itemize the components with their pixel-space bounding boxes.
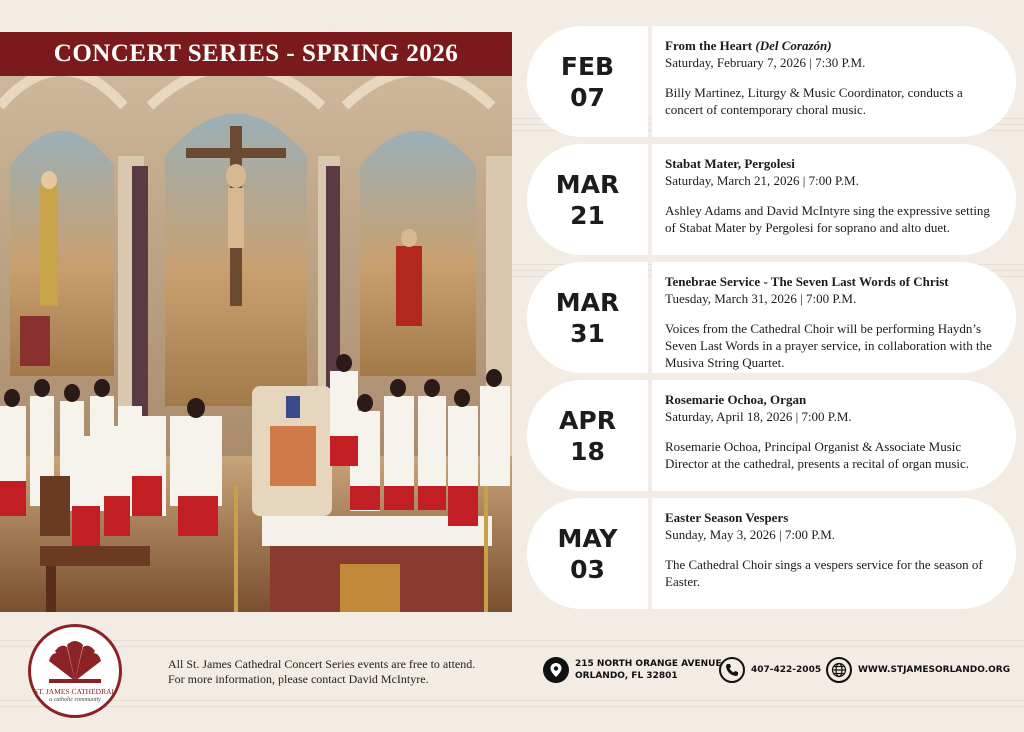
logo-tagline: a catholic community xyxy=(49,697,101,703)
event-description: Rosemarie Ochoa, Principal Organist & Associate Music Director at the cathedral, presents a recital of organ music. xyxy=(665,439,970,471)
globe-icon xyxy=(826,657,852,683)
event-month: MAR xyxy=(555,169,620,199)
cathedral-choir-photo xyxy=(0,76,512,612)
footer-note xyxy=(168,657,528,687)
address-line-2: ORLANDO, FL 32801 xyxy=(575,671,678,681)
event-day: 31 xyxy=(570,318,605,348)
event-card xyxy=(527,498,1016,609)
event-title: Rosemarie Ochoa, Organ xyxy=(665,392,807,407)
phone-number: 407-422-2005 xyxy=(751,665,822,675)
event-month: MAY xyxy=(557,523,618,553)
phone-block[interactable] xyxy=(719,656,821,684)
event-description: Voices from the Cathedral Choir will be performing Haydn’s Seven Last Words in a prayer service, in collaboration with the Musiva String Quartet. xyxy=(665,321,992,370)
event-month: APR xyxy=(559,405,616,435)
event-card xyxy=(527,380,1016,491)
address-line-1: 215 NORTH ORANGE AVENUE xyxy=(575,659,722,669)
event-title: Easter Season Vespers xyxy=(665,510,789,525)
event-info xyxy=(652,144,1016,255)
event-date xyxy=(527,26,648,137)
event-date xyxy=(527,498,648,609)
event-month: MAR xyxy=(555,287,620,317)
event-card xyxy=(527,144,1016,255)
event-card xyxy=(527,26,1016,137)
footer-line-2: For more information, please contact David McIntyre. xyxy=(168,672,429,686)
page-title: CONCERT SERIES - SPRING 2026 xyxy=(0,32,512,76)
event-datetime: Saturday, March 21, 2026 | 7:00 P.M. xyxy=(665,173,859,188)
event-title-italic: (Del Corazón) xyxy=(755,38,832,53)
location-pin-icon xyxy=(543,657,569,683)
website-url: WWW.STJAMESORLANDO.ORG xyxy=(858,665,1011,675)
event-datetime: Saturday, April 18, 2026 | 7:00 P.M. xyxy=(665,409,852,424)
event-datetime: Saturday, February 7, 2026 | 7:30 P.M. xyxy=(665,55,866,70)
event-title-text: From the Heart xyxy=(665,38,756,53)
event-title: Stabat Mater, Pergolesi xyxy=(665,156,795,171)
event-day: 18 xyxy=(570,436,605,466)
event-month: FEB xyxy=(560,51,615,81)
event-datetime: Tuesday, March 31, 2026 | 7:00 P.M. xyxy=(665,291,857,306)
event-datetime: Sunday, May 3, 2026 | 7:00 P.M. xyxy=(665,527,836,542)
event-title xyxy=(665,37,996,54)
event-info xyxy=(652,26,1016,137)
event-title: Tenebrae Service - The Seven Last Words of Christ xyxy=(665,274,949,289)
event-description: The Cathedral Choir sings a vespers service for the season of Easter. xyxy=(665,557,983,589)
event-info xyxy=(652,498,1016,609)
event-description: Billy Martinez, Liturgy & Music Coordinator, conducts a concert of contemporary choral music. xyxy=(665,85,963,117)
cathedral-logo xyxy=(28,624,122,718)
shell-icon xyxy=(31,629,119,689)
event-date xyxy=(527,380,648,491)
website-link[interactable] xyxy=(826,656,1010,684)
event-day: 21 xyxy=(570,200,605,230)
address-block xyxy=(543,656,722,684)
phone-icon xyxy=(719,657,745,683)
event-info xyxy=(652,262,1016,373)
event-description: Ashley Adams and David McIntyre sing the expressive setting of Stabat Mater by Pergolesi for soprano and alto duet. xyxy=(665,203,990,235)
event-date xyxy=(527,144,648,255)
footer-line-1: All St. James Cathedral Concert Series events are free to attend. xyxy=(168,657,476,671)
event-day: 07 xyxy=(570,82,605,112)
event-card xyxy=(527,262,1016,373)
logo-label xyxy=(31,687,119,705)
logo-name: ST. JAMES CATHEDRAL xyxy=(33,687,117,696)
event-date xyxy=(527,262,648,373)
event-day: 03 xyxy=(570,554,605,584)
event-info xyxy=(652,380,1016,491)
